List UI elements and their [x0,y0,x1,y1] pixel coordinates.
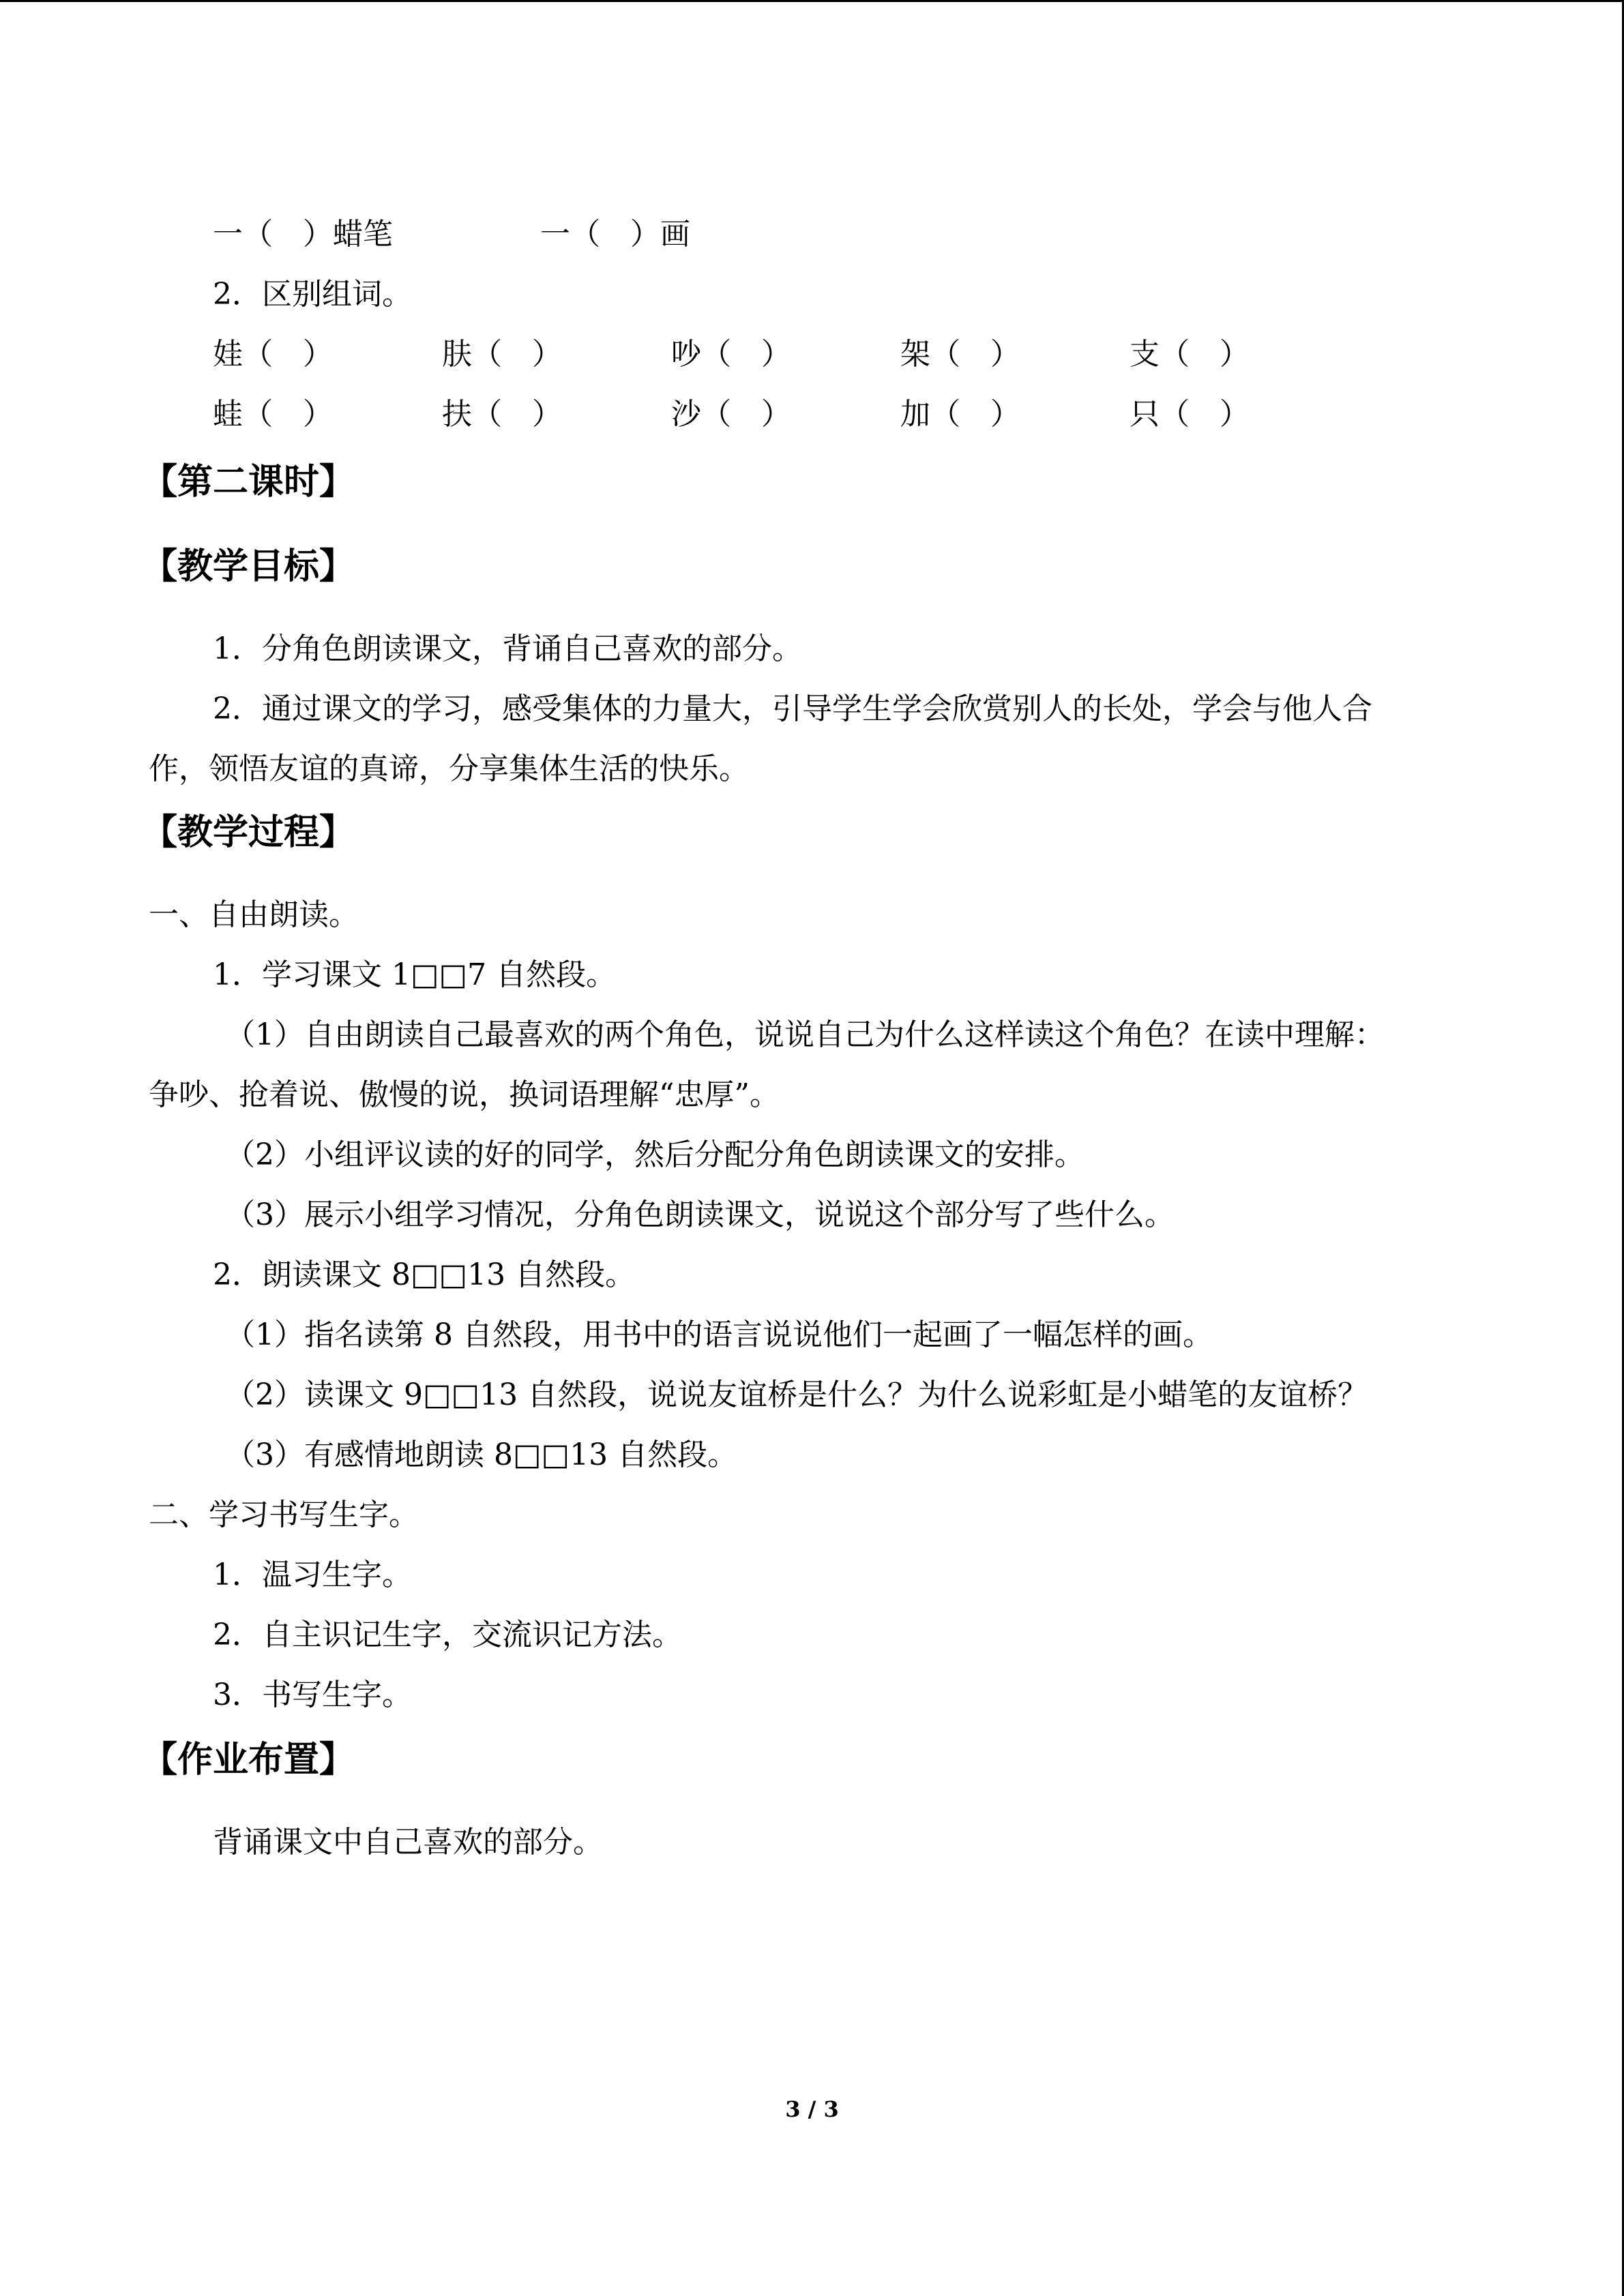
homework-text: 背诵课文中自己喜欢的部分。 [213,1825,603,1860]
process-subitem: （2）读课文 9□□13 自然段，说说友谊桥是什么？为什么说彩虹是小蜡笔的友谊桥？ [225,1377,1368,1412]
heading-homework: 【作业布置】 [142,1740,355,1780]
char-cell: 架（ ） [900,337,1020,372]
goal-item: 1．分角色朗读课文，背诵自己喜欢的部分。 [213,631,802,666]
char-cell: 沙（ ） [671,397,791,432]
heading-teaching-process: 【教学过程】 [142,812,355,853]
page-number: 3 / 3 [785,2096,839,2122]
process-subitem: （1）指名读第 8 自然段，用书中的语言说说他们一起画了一幅怎样的画。 [225,1317,1213,1352]
process-part1-title: 一、自由朗读。 [149,897,359,932]
char-cell: 娃（ ） [213,337,333,372]
process-item: 3．书写生字。 [213,1678,412,1712]
char-cell: 扶（ ） [442,397,562,432]
heading-teaching-goals: 【教学目标】 [142,546,355,587]
process-item: 1．温习生字。 [213,1557,412,1592]
process-subitem-continued: 争吵、抢着说、傲慢的说，换词语理解“忠厚”。 [149,1077,780,1112]
char-cell: 吵（ ） [671,337,791,372]
process-subitem: （3）展示小组学习情况，分角色朗读课文，说说这个部分写了些什么。 [225,1197,1175,1232]
process-subitem: （3）有感情地朗读 8□□13 自然段。 [225,1437,738,1472]
goal-item-continued: 作，领悟友谊的真谛，分享集体生活的快乐。 [149,751,749,786]
goal-item: 2．通过课文的学习，感受集体的力量大，引导学生学会欣赏别人的长处，学会与他人合 [213,691,1372,726]
process-item: 2．自主识记生字，交流识记方法。 [213,1617,682,1652]
char-cell: 只（ ） [1130,397,1250,432]
heading-second-lesson: 【第二课时】 [142,462,355,503]
char-cell: 肤（ ） [442,337,562,372]
page-border-top [0,0,1624,2]
process-subitem: （2）小组评议读的好的同学，然后分配分角色朗读课文的安排。 [225,1137,1084,1172]
char-cell: 蛙（ ） [213,397,333,432]
section-distinguish-words: 2．区别组词。 [213,277,412,312]
measure-word-right: 一（ ）画 [540,217,690,252]
char-cell: 加（ ） [900,397,1020,432]
measure-word-left: 一（ ）蜡笔 [213,217,393,252]
process-subitem: （1）自由朗读自己最喜欢的两个角色，说说自己为什么这样读这个角色？在读中理解： [225,1017,1385,1052]
process-part2-title: 二、学习书写生字。 [149,1497,419,1532]
char-cell: 支（ ） [1130,337,1250,372]
process-item: 2．朗读课文 8□□13 自然段。 [213,1257,636,1292]
process-item: 1．学习课文 1□□7 自然段。 [213,957,617,992]
